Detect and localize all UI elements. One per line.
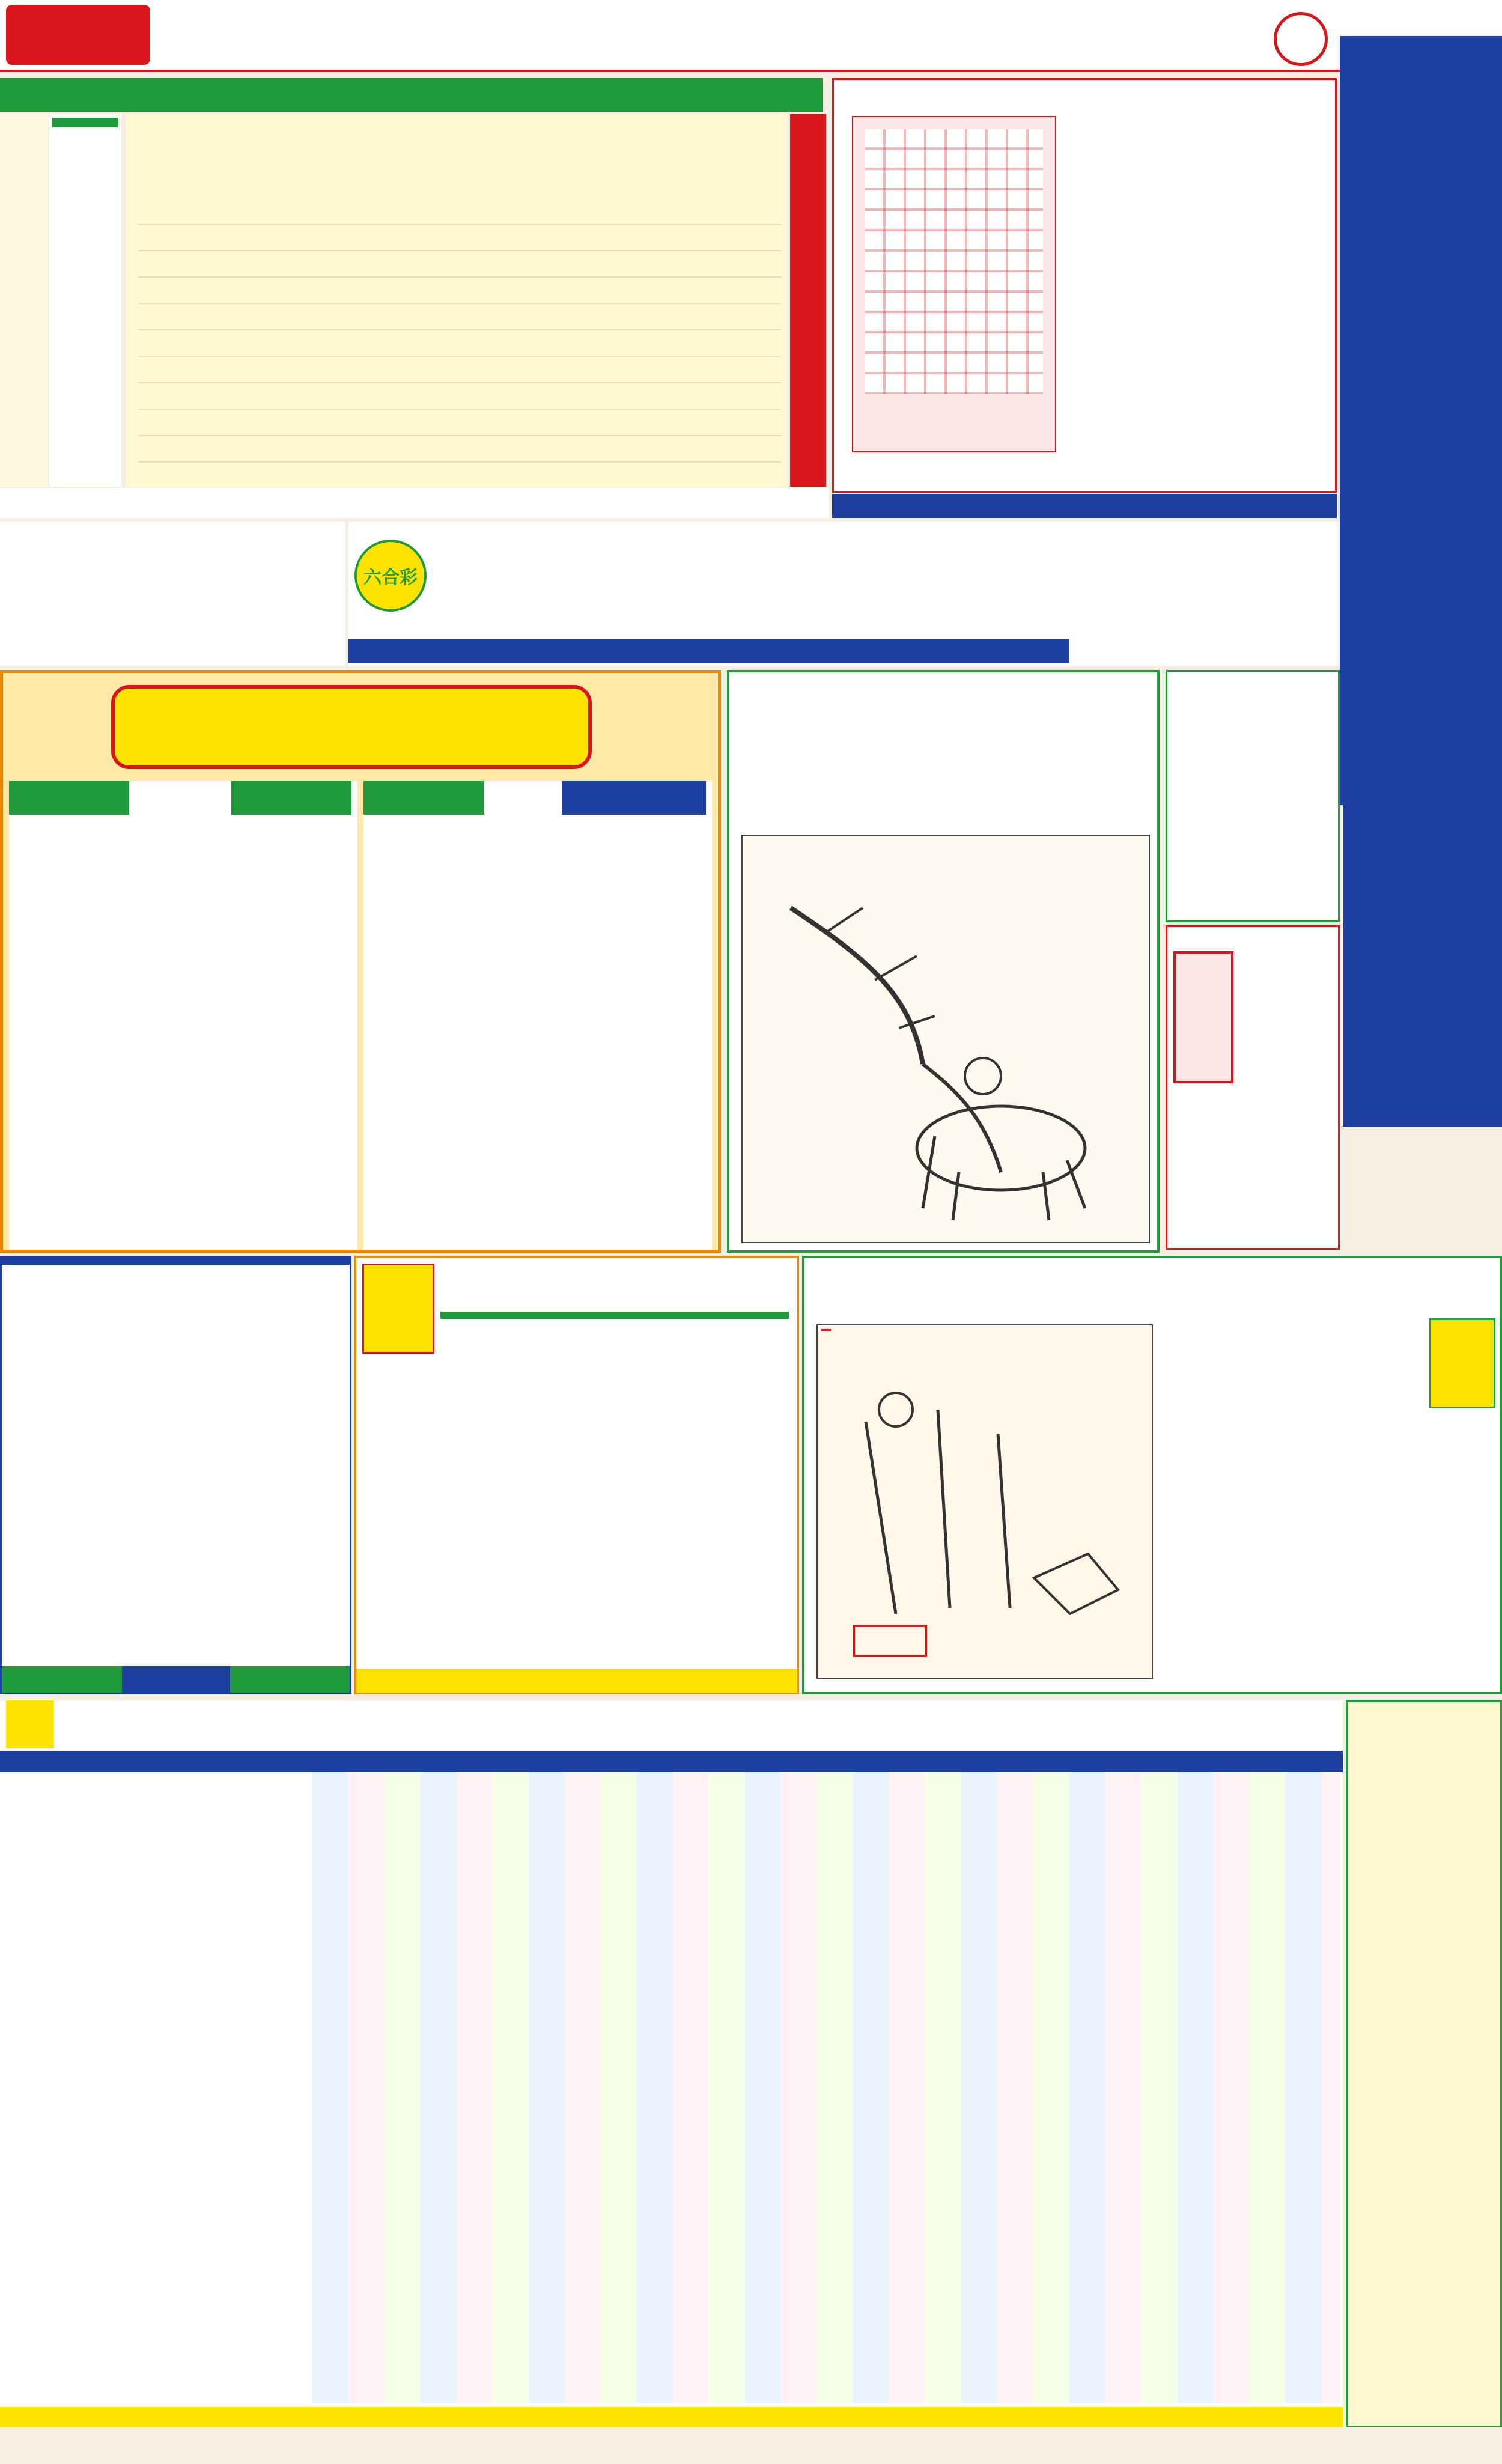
- mystery-panel: [802, 1256, 1502, 1694]
- lower-prizes: [348, 639, 1069, 663]
- ticket-grid: [865, 129, 1043, 394]
- mark6-logo: 六合彩: [354, 540, 427, 612]
- copyright-strip: [0, 114, 48, 487]
- bagua-footer-right: [609, 1669, 798, 1694]
- kindness-footer2: [122, 1666, 230, 1694]
- hk-made-text: [790, 114, 797, 138]
- bold-pick-body: [138, 198, 781, 481]
- kindness-panel: [0, 1256, 351, 1694]
- sisters-panel: [0, 670, 721, 1253]
- trend-table: [0, 1751, 1343, 2406]
- right-tag: [363, 781, 484, 815]
- side-trend-panel: [1346, 1700, 1502, 2427]
- copyright-text: [0, 114, 12, 138]
- special-numbers: [49, 114, 121, 487]
- bagua-poem: [440, 1312, 789, 1319]
- bagua-footer-left: [356, 1669, 609, 1694]
- draw-result: [348, 522, 1340, 666]
- left-tag2: [231, 781, 351, 815]
- trend-panel: [0, 1700, 1343, 2427]
- trend-lines: [312, 1772, 1340, 2403]
- horse-illustration: [741, 835, 1150, 1243]
- step-up-logo: [6, 5, 150, 65]
- fairy-panel: [1166, 925, 1340, 1250]
- ticket-image: [852, 116, 1056, 452]
- issue-badge: [1274, 12, 1328, 66]
- right-tag2: [562, 781, 706, 815]
- bagua-body: [446, 1378, 789, 1642]
- trend-header: [0, 1751, 1343, 1772]
- tips-column: [1343, 802, 1502, 1127]
- next-draw-bar: [832, 494, 1337, 518]
- fairy-seal: [1173, 951, 1233, 1083]
- hk-made-strip: [790, 114, 826, 487]
- trend-note-label: [6, 1700, 54, 1748]
- kindness-title: [2, 1258, 350, 1265]
- cover-block: [832, 78, 1337, 493]
- kindness-footer3: [230, 1666, 350, 1694]
- mystery-body: [1165, 1324, 1423, 1685]
- bagua-panel: [354, 1256, 799, 1694]
- sisters-left: [9, 781, 357, 1250]
- sisters-title: [111, 685, 592, 769]
- footer-note: [0, 2431, 1502, 2464]
- hint-bar: [0, 78, 823, 112]
- right-prize-banner: [1340, 36, 1502, 805]
- left-tag: [9, 781, 129, 815]
- prize-table: [0, 522, 345, 666]
- calendar-title: [1167, 672, 1338, 679]
- bagua-portrait: [362, 1264, 434, 1354]
- mystery-author-portrait: [1429, 1318, 1495, 1408]
- sisters-right: [363, 781, 712, 1250]
- mystery-scene: [816, 1324, 1153, 1679]
- bold-pick-panel: [126, 114, 787, 487]
- mystery-drawing: [818, 1325, 1154, 1680]
- picture-poem-panel: [727, 670, 1160, 1253]
- ad-bar-top[interactable]: [0, 488, 829, 518]
- horse-drawing: [743, 836, 1151, 1244]
- mystery-scene-label: [821, 1329, 831, 1331]
- header-bar: [0, 0, 1502, 72]
- special-numbers-title: [52, 118, 118, 127]
- calendar-panel: [1166, 670, 1340, 922]
- kindness-footer1: [2, 1666, 122, 1694]
- trend-footer: [0, 2407, 1343, 2427]
